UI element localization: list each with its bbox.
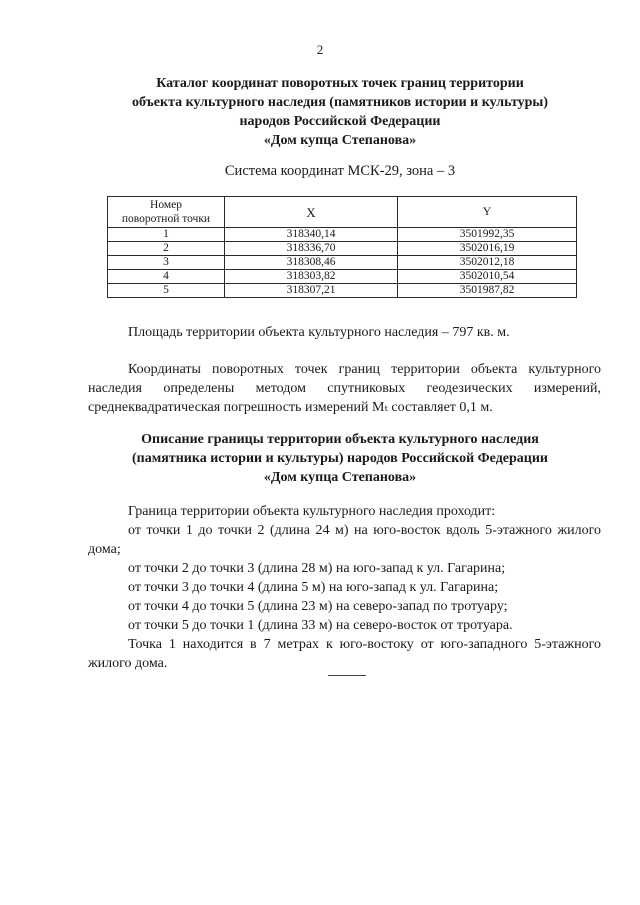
cell-point-number: 3 [108, 256, 225, 270]
table-row [108, 228, 577, 242]
cell-y: 3501987,82 [398, 284, 577, 298]
method-text: Координаты поворотных точек границ территории объекта культурного наследия определены методом спутниковых геодезических измерений, среднеквадратическая погрешность измерений Mₜ составляет 0,1 м. [88, 362, 601, 415]
catalog-heading-line: народов Российской Федерации [239, 114, 441, 129]
header-point-number-line: Номер [150, 199, 182, 211]
cell-x: 318308,46 [225, 256, 398, 270]
boundary-description [88, 502, 601, 673]
description-heading-line: Описание границы территории объекта культурного наследия [141, 432, 539, 447]
area-text: Площадь территории объекта культурного наследия – 797 кв. м. [128, 325, 510, 340]
cell-point-number: 2 [108, 242, 225, 256]
boundary-line: от точки 5 до точки 1 (длина 33 м) на северо-восток от тротуара. [128, 618, 513, 633]
page-number: 2 [316, 42, 324, 57]
boundary-line: Граница территории объекта культурного наследия проходит: [128, 504, 496, 519]
coordinates-table [107, 196, 577, 298]
boundary-line: от точки 1 до точки 2 (длина 24 м) на юго-восток вдоль 5-этажного жилого дома; [88, 523, 601, 557]
boundary-line: от точки 3 до точки 4 (длина 5 м) на юго-запад к ул. Гагарина; [128, 580, 499, 595]
header-point-number-line: поворотной точки [121, 213, 211, 225]
boundary-line: от точки 2 до точки 3 (длина 28 м) на юго-запад к ул. Гагарина; [128, 561, 506, 576]
description-heading [60, 430, 620, 487]
boundary-line: Точка 1 находится в 7 метрах к юго-востоку от юго-западного 5-этажного жилого дома. [88, 637, 601, 671]
description-heading-line: «Дом купца Степанова» [263, 470, 417, 485]
cell-x: 318336,70 [225, 242, 398, 256]
coordinate-system: Система координат МСК-29, зона – 3 [224, 163, 456, 179]
cell-x: 318340,14 [225, 228, 398, 242]
header-point-number [108, 197, 225, 228]
cell-point-number: 4 [108, 270, 225, 284]
table-row [108, 270, 577, 284]
cell-y: 3501992,35 [398, 228, 577, 242]
catalog-heading-line: объекта культурного наследия (памятников истории и культуры) [131, 95, 549, 110]
end-divider [328, 675, 366, 676]
cell-x: 318303,82 [225, 270, 398, 284]
cell-y: 3502016,19 [398, 242, 577, 256]
header-x: X [225, 197, 398, 228]
cell-point-number: 5 [108, 284, 225, 298]
table-row [108, 284, 577, 298]
description-heading-line: (памятника истории и культуры) народов Российской Федерации [132, 451, 548, 466]
cell-y: 3502012,18 [398, 256, 577, 270]
cell-x: 318307,21 [225, 284, 398, 298]
catalog-heading-line: Каталог координат поворотных точек границ территории [156, 76, 524, 91]
catalog-heading [60, 74, 620, 150]
table-row [108, 256, 577, 270]
cell-point-number: 1 [108, 228, 225, 242]
catalog-heading-line: «Дом купца Степанова» [263, 133, 417, 148]
cell-y: 3502010,54 [398, 270, 577, 284]
boundary-line: от точки 4 до точки 5 (длина 23 м) на северо-запад по тротуару; [128, 599, 508, 614]
table-header-row [108, 197, 577, 228]
table-row [108, 242, 577, 256]
header-y: Y [398, 197, 577, 228]
